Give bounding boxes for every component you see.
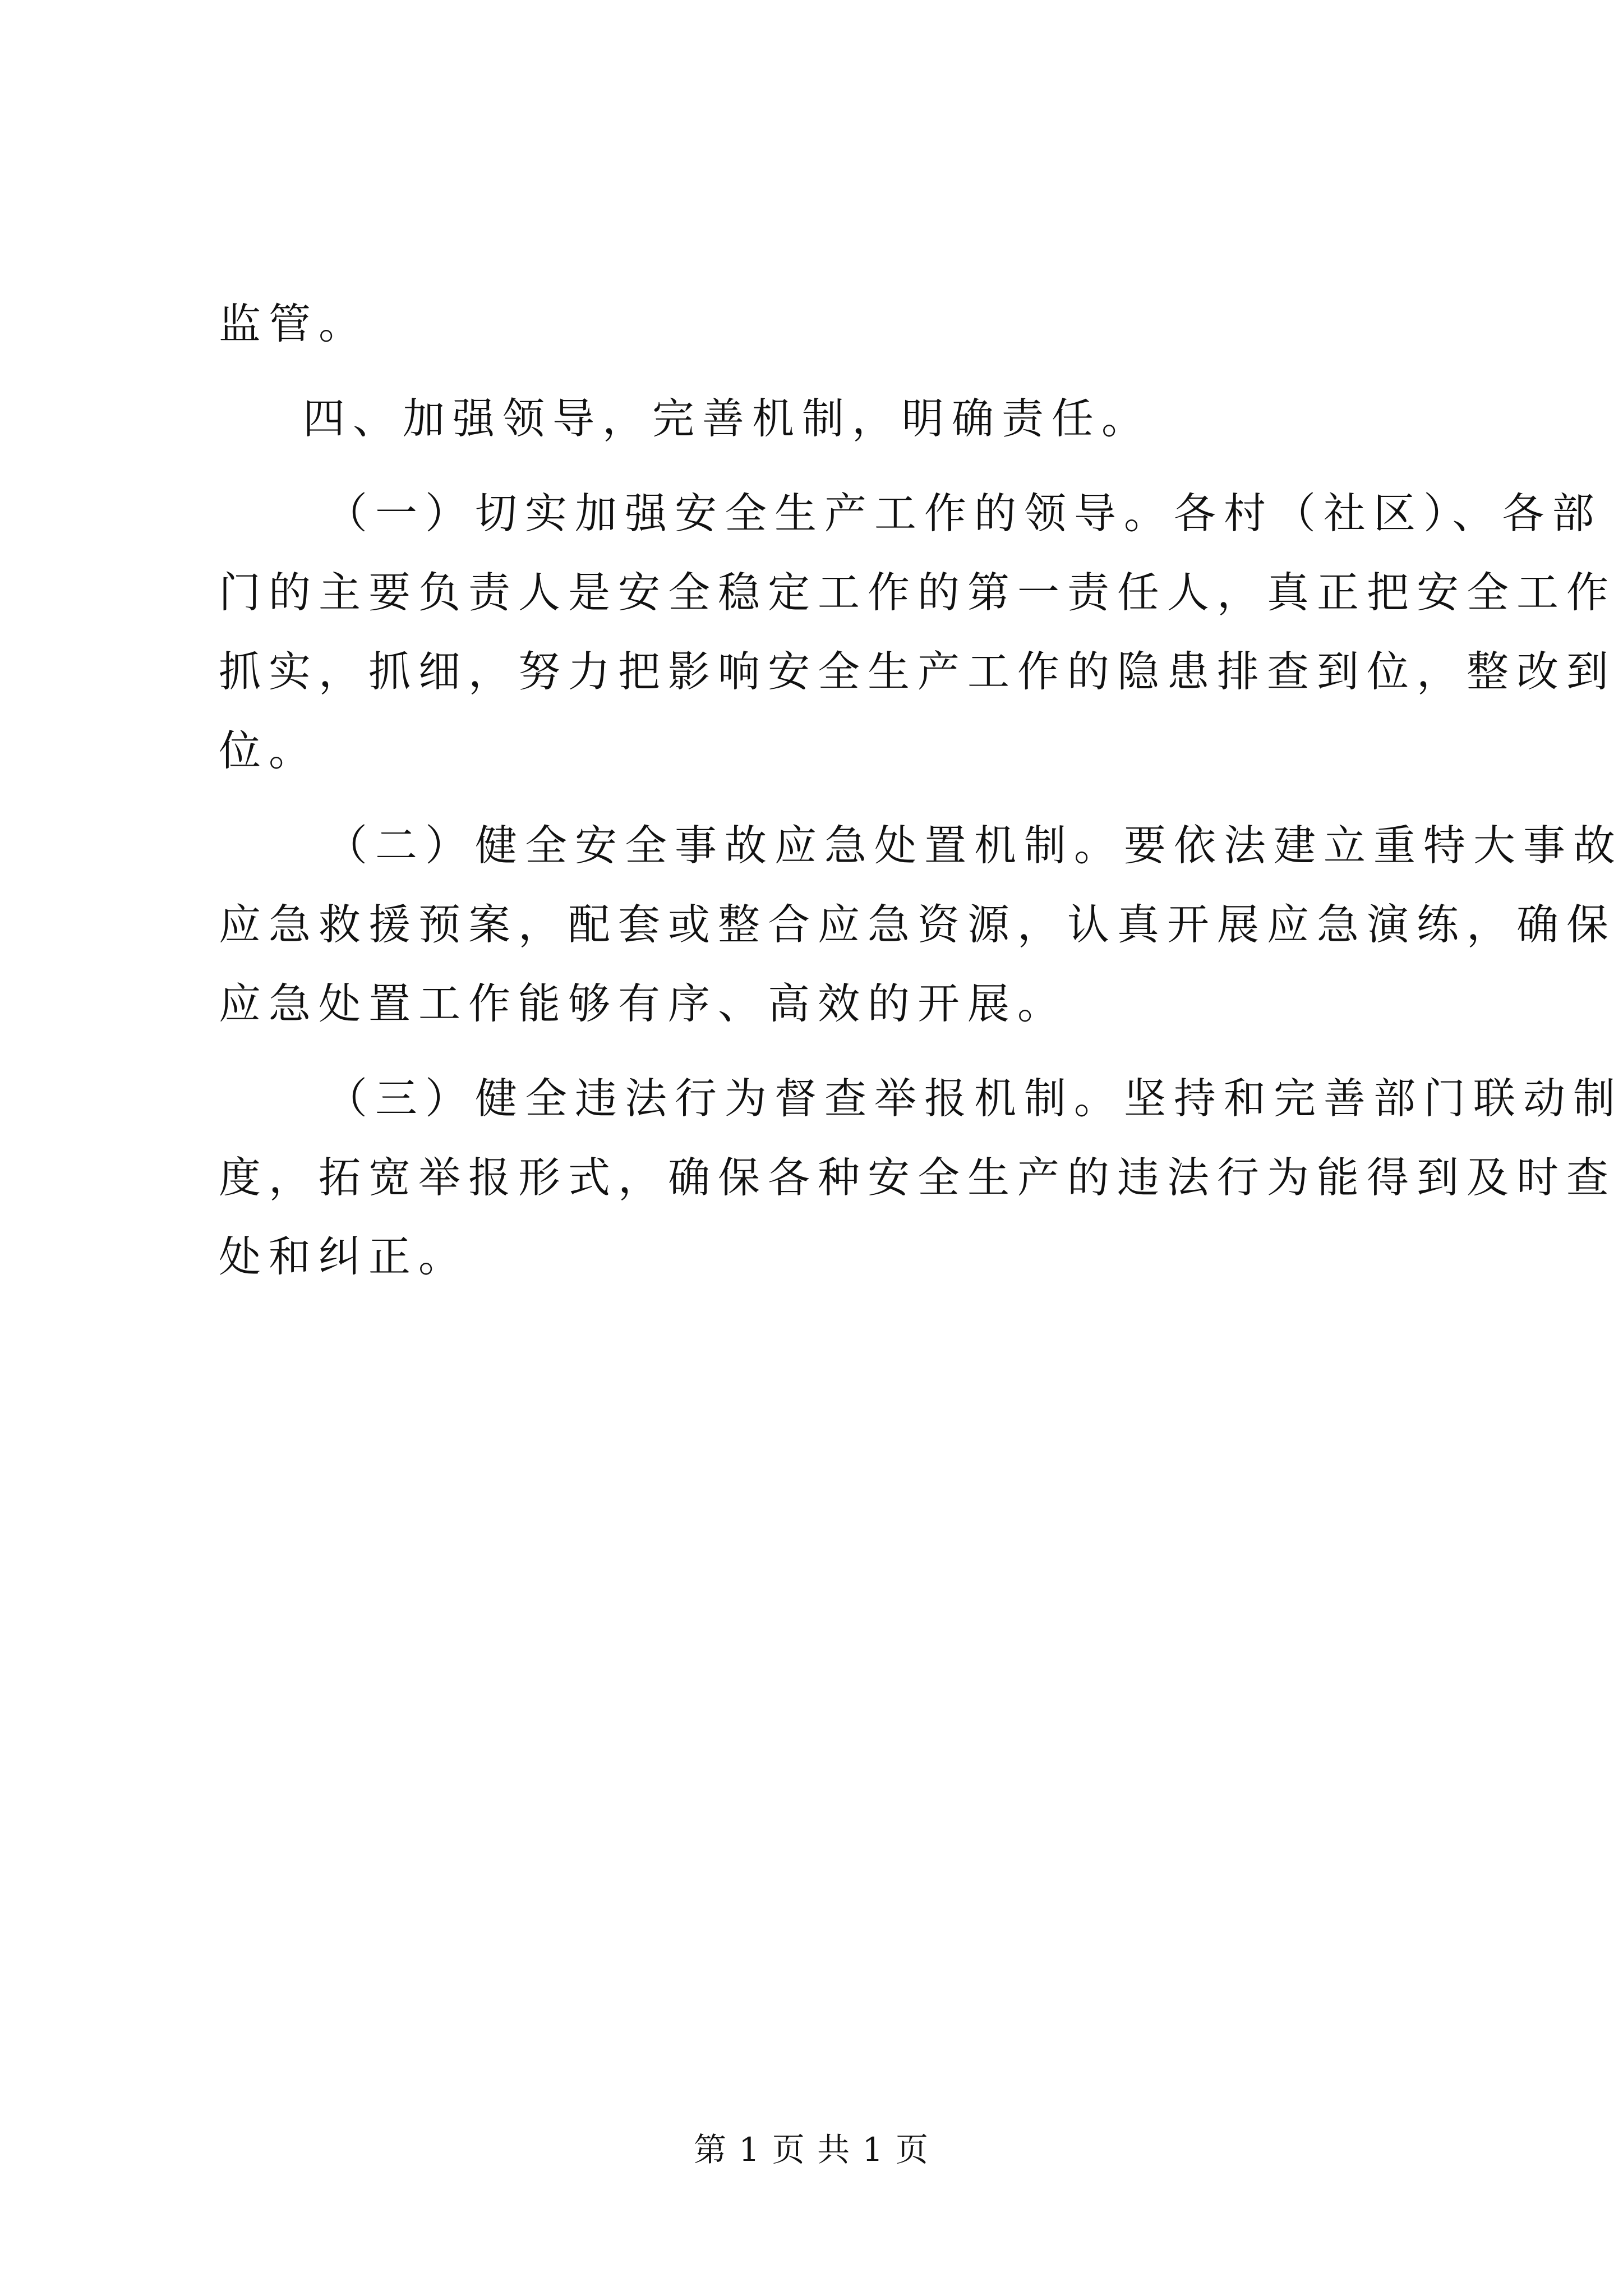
text-line: 度，拓宽举报形式，确保各种安全生产的违法行为能得到及时查 bbox=[219, 1153, 1617, 1202]
text-line: 监管。 bbox=[219, 299, 369, 348]
text-line: （二）健全安全事故应急处置机制。要依法建立重特大事故 bbox=[325, 821, 1623, 870]
text-line: （三）健全违法行为督查举报机制。坚持和完善部门联动制 bbox=[325, 1074, 1623, 1123]
text-line: 处和纠正。 bbox=[219, 1232, 469, 1281]
text-line: 门的主要负责人是安全稳定工作的第一责任人，真正把安全工作 bbox=[219, 568, 1617, 617]
text-line: 应急处置工作能够有序、高效的开展。 bbox=[219, 979, 1068, 1028]
text-line: 抓实，抓细，努力把影响安全生产工作的隐患排查到位，整改到 bbox=[219, 647, 1617, 696]
text-line: （一）切实加强安全生产工作的领导。各村（社区）、各部 bbox=[325, 489, 1602, 538]
section-heading: 四、加强领导，完善机制，明确责任。 bbox=[303, 394, 1152, 443]
document-body bbox=[219, 299, 1623, 1315]
text-line: 位。 bbox=[219, 726, 319, 775]
page-footer: 第 1 页 共 1 页 bbox=[694, 2131, 929, 2169]
text-line: 应急救援预案，配套或整合应急资源，认真开展应急演练，确保 bbox=[219, 900, 1617, 949]
